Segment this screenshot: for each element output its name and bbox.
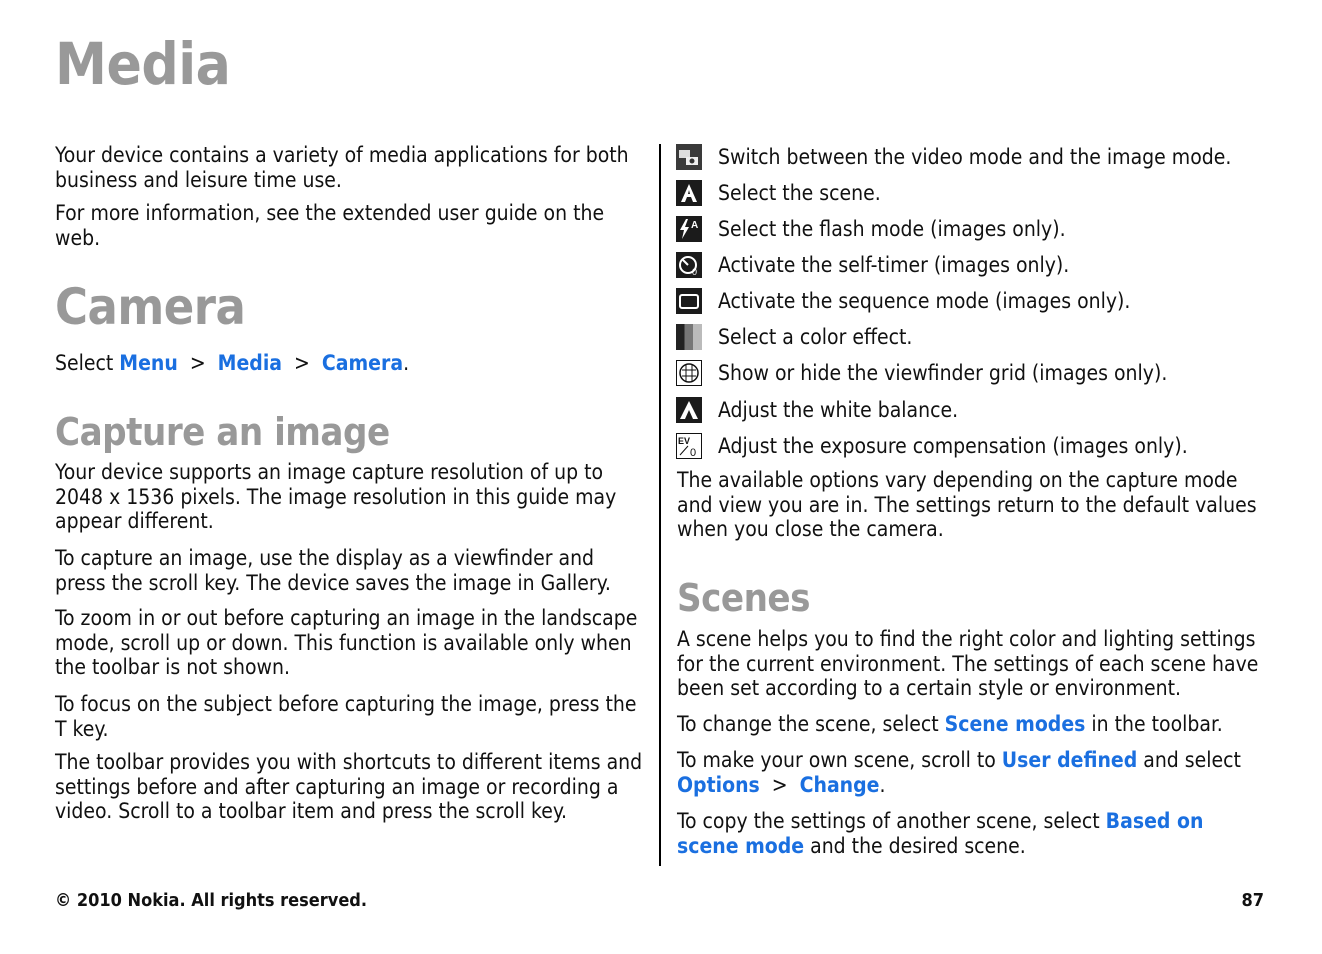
toolbar-item-text: Adjust the white balance. xyxy=(718,398,959,422)
toolbar-item xyxy=(676,322,912,352)
path-separator: > xyxy=(189,351,206,375)
toolbar-item-text: Select the scene. xyxy=(718,181,881,205)
toolbar-item xyxy=(676,358,1167,388)
viewfinder-grid-icon xyxy=(676,360,702,386)
text-span: and select xyxy=(1143,748,1241,772)
camera-link[interactable]: Camera xyxy=(321,351,404,375)
options-link[interactable]: Options xyxy=(677,772,760,797)
scenes-paragraph: To make your own scene, scroll to User defined and select Options > Change. xyxy=(677,748,1241,797)
flash-mode-icon xyxy=(676,216,702,242)
based-on-scene-mode-link[interactable]: Based on scene mode xyxy=(677,809,1204,858)
toolbar-item-text: Select the flash mode (images only). xyxy=(718,217,1066,241)
page-title: Media xyxy=(55,30,231,98)
text-span: To copy the settings of another scene, select xyxy=(677,809,1100,833)
sequence-mode-icon xyxy=(676,288,702,314)
select-prefix: Select xyxy=(55,351,114,375)
self-timer-icon xyxy=(676,252,702,278)
video-image-switch-icon xyxy=(676,144,702,170)
path-separator: > xyxy=(294,351,310,375)
change-link[interactable]: Change xyxy=(799,772,880,797)
color-effect-icon xyxy=(676,324,702,350)
capture-paragraph: The toolbar provides you with shortcuts to different items and settings before and after capturing an image or recording a video. Scroll to a toolbar item and press the scroll key. xyxy=(55,750,643,823)
toolbar-item-text: Show or hide the viewfinder grid (images only). xyxy=(718,361,1168,385)
intro-paragraph: Your device contains a variety of media applications for both business and leisure time use. xyxy=(55,143,629,192)
path-separator: > xyxy=(771,772,788,797)
scene-modes-link[interactable]: Scene modes xyxy=(944,712,1086,736)
toolbar-note: The available options vary depending on the capture mode and view you are in. The settings return to the default values when you close the camera. xyxy=(677,468,1257,541)
capture-paragraph: To capture an image, use the display as a viewfinder and press the scroll key. The device saves the image in Gallery. xyxy=(55,546,611,595)
user-defined-link[interactable]: User defined xyxy=(1001,748,1138,772)
toolbar-item xyxy=(676,178,881,208)
toolbar-item xyxy=(676,431,1188,461)
toolbar-item xyxy=(676,395,958,425)
toolbar-item xyxy=(676,142,1231,172)
toolbar-item-text: Activate the sequence mode (images only). xyxy=(718,289,1131,313)
menu-link[interactable]: Menu xyxy=(119,351,178,375)
scenes-heading: Scenes xyxy=(677,576,810,620)
text-span: To change the scene, select xyxy=(677,712,939,736)
toolbar-item-text: Select a color effect. xyxy=(718,325,913,349)
toolbar-item-text: Switch between the video mode and the image mode. xyxy=(718,145,1232,169)
text-span: in the toolbar. xyxy=(1091,712,1223,736)
white-balance-icon xyxy=(676,397,702,423)
capture-paragraph: Your device supports an image capture resolution of up to 2048 x 1536 pixels. The image resolution in this guide may appear different. xyxy=(55,460,617,533)
media-link[interactable]: Media xyxy=(217,351,283,375)
toolbar-item-text: Activate the self-timer (images only). xyxy=(718,253,1070,277)
camera-select-path: Select Menu > Media > Camera. xyxy=(55,351,410,375)
scenes-paragraph: A scene helps you to find the right color and lighting settings for the current environment. The settings of each scene have been set according to a certain style or environment. xyxy=(677,627,1259,700)
capture-heading: Capture an image xyxy=(55,410,390,454)
svg-text:0: 0 xyxy=(692,267,698,277)
page-number: 87 xyxy=(1241,890,1264,911)
camera-heading: Camera xyxy=(55,278,246,336)
toolbar-item-text: Adjust the exposure compensation (images only). xyxy=(718,434,1188,458)
toolbar-item xyxy=(676,214,1066,244)
svg-text:0: 0 xyxy=(690,447,697,458)
capture-paragraph: To focus on the subject before capturing the image, press the T key. xyxy=(55,692,637,741)
column-divider xyxy=(659,144,661,866)
text-span: and the desired scene. xyxy=(810,833,1026,858)
svg-text:EV: EV xyxy=(678,436,691,446)
toolbar-item xyxy=(676,250,1069,280)
intro-paragraph: For more information, see the extended user guide on the web. xyxy=(55,201,605,250)
scenes-paragraph xyxy=(677,712,1269,737)
scene-icon xyxy=(676,180,702,206)
exposure-compensation-icon xyxy=(676,433,702,459)
footer-copyright: © 2010 Nokia. All rights reserved. xyxy=(55,890,368,911)
toolbar-item xyxy=(676,286,1130,316)
text-span: To make your own scene, scroll to xyxy=(677,748,996,772)
capture-paragraph: To zoom in or out before capturing an image in the landscape mode, scroll up or down. This function is available only when the toolbar is not shown. xyxy=(55,606,638,679)
scenes-paragraph xyxy=(677,809,1269,858)
svg-text:A: A xyxy=(691,220,699,231)
